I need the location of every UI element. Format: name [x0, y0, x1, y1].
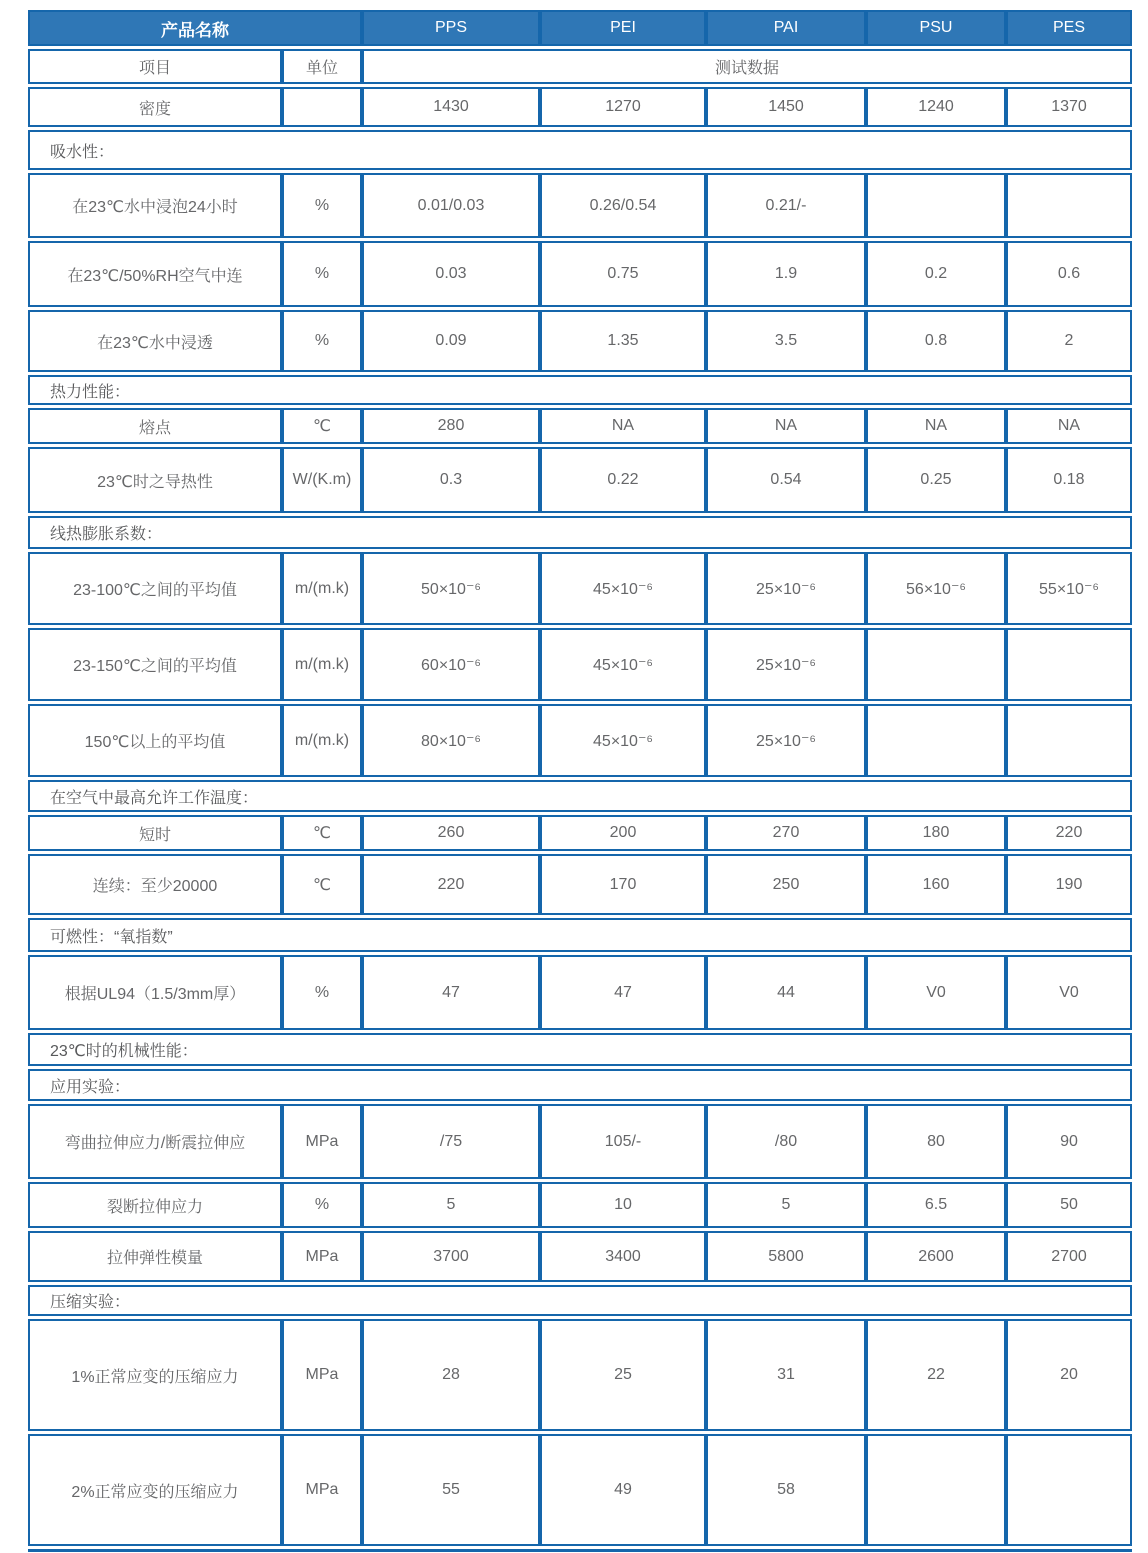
row-value: NA: [706, 408, 866, 444]
section-header: 压缩实验：: [28, 1285, 1132, 1316]
row-value: 56×10⁻⁶: [866, 552, 1006, 625]
row-value: 6.5: [866, 1182, 1006, 1228]
row-label: 在23℃水中浸泡24小时: [28, 173, 282, 238]
table-row: [28, 1319, 1132, 1431]
row-value: 260: [362, 815, 540, 851]
row-unit: [282, 87, 362, 127]
row-value: 160: [866, 854, 1006, 915]
table-row: [28, 310, 1132, 372]
row-value: 3.5: [706, 310, 866, 372]
row-value: 80: [866, 1104, 1006, 1179]
row-value: 55: [362, 1434, 540, 1546]
row-value: 3400: [540, 1231, 706, 1282]
row-value: 0.26/0.54: [540, 173, 706, 238]
row-value: 3700: [362, 1231, 540, 1282]
row-value: 2: [1006, 310, 1132, 372]
row-value: 0.54: [706, 447, 866, 513]
row-value: /75: [362, 1104, 540, 1179]
table-row: [28, 552, 1132, 625]
table-row: [28, 241, 1132, 307]
product-column-pps: PPS: [362, 10, 540, 46]
row-label: 根据UL94（1.5/3mm厚）: [28, 955, 282, 1030]
table-row: [28, 815, 1132, 851]
row-value: 105/-: [540, 1104, 706, 1179]
product-column-pei: PEI: [540, 10, 706, 46]
row-value: 60×10⁻⁶: [362, 628, 540, 701]
product-column-pes: PES: [1006, 10, 1132, 46]
row-unit: m/(m.k): [282, 704, 362, 777]
section-header: 应用实验：: [28, 1069, 1132, 1101]
row-value: 25×10⁻⁶: [706, 552, 866, 625]
table-row: [28, 1104, 1132, 1179]
row-value: 220: [362, 854, 540, 915]
section-row: [28, 918, 1132, 952]
row-value: [1006, 628, 1132, 701]
row-value: 47: [362, 955, 540, 1030]
row-value: 0.3: [362, 447, 540, 513]
row-value: [1006, 173, 1132, 238]
product-name-header: 产品名称: [28, 10, 362, 46]
row-label: 23℃时之导热性: [28, 447, 282, 513]
table-row: [28, 1182, 1132, 1228]
item-column-label: 项目: [28, 49, 282, 84]
row-value: 50: [1006, 1182, 1132, 1228]
row-value: 0.03: [362, 241, 540, 307]
row-value: 47: [540, 955, 706, 1030]
row-value: NA: [1006, 408, 1132, 444]
table-row: [28, 955, 1132, 1030]
row-value: 45×10⁻⁶: [540, 704, 706, 777]
row-value: 0.09: [362, 310, 540, 372]
section-row: [28, 1069, 1132, 1101]
table-row: [28, 447, 1132, 513]
row-unit: m/(m.k): [282, 552, 362, 625]
row-value: 2700: [1006, 1231, 1132, 1282]
row-value: [866, 704, 1006, 777]
row-label: 裂断拉伸应力: [28, 1182, 282, 1228]
row-value: 0.8: [866, 310, 1006, 372]
section-header: 线热膨胀系数：: [28, 516, 1132, 549]
section-header: 热力性能：: [28, 375, 1132, 405]
row-value: 31: [706, 1319, 866, 1431]
row-unit: %: [282, 173, 362, 238]
row-label: 在23℃/50%RH空气中连: [28, 241, 282, 307]
product-column-psu: PSU: [866, 10, 1006, 46]
row-value: [866, 173, 1006, 238]
section-row: [28, 516, 1132, 549]
section-row: [28, 130, 1132, 170]
row-value: 45×10⁻⁶: [540, 628, 706, 701]
section-row: [28, 1285, 1132, 1316]
row-value: 44: [706, 955, 866, 1030]
row-value: 25×10⁻⁶: [706, 628, 866, 701]
row-label: 弯曲拉伸应力/断震拉伸应: [28, 1104, 282, 1179]
row-value: 0.01/0.03: [362, 173, 540, 238]
row-value: /80: [706, 1104, 866, 1179]
row-unit: MPa: [282, 1104, 362, 1179]
row-value: 25: [540, 1319, 706, 1431]
row-value: 50×10⁻⁶: [362, 552, 540, 625]
row-value: 28: [362, 1319, 540, 1431]
row-value: V0: [866, 955, 1006, 1030]
row-value: 0.2: [866, 241, 1006, 307]
row-value: 1430: [362, 87, 540, 127]
row-value: V0: [1006, 955, 1132, 1030]
table-row: [28, 704, 1132, 777]
row-label: 150℃以上的平均值: [28, 704, 282, 777]
product-header-row: [28, 10, 1132, 46]
product-column-pai: PAI: [706, 10, 866, 46]
row-value: 55×10⁻⁶: [1006, 552, 1132, 625]
row-value: 1.35: [540, 310, 706, 372]
row-value: 1270: [540, 87, 706, 127]
row-value: 5: [706, 1182, 866, 1228]
table-row: [28, 173, 1132, 238]
unit-column-label: 单位: [282, 49, 362, 84]
row-value: 45×10⁻⁶: [540, 552, 706, 625]
row-unit: ℃: [282, 815, 362, 851]
section-row: [28, 375, 1132, 405]
row-value: [1006, 704, 1132, 777]
row-value: 250: [706, 854, 866, 915]
row-value: 0.22: [540, 447, 706, 513]
row-unit: m/(m.k): [282, 628, 362, 701]
row-unit: ℃: [282, 408, 362, 444]
row-unit: MPa: [282, 1231, 362, 1282]
row-unit: %: [282, 241, 362, 307]
row-value: 280: [362, 408, 540, 444]
row-value: 10: [540, 1182, 706, 1228]
row-unit: %: [282, 310, 362, 372]
row-value: 1.9: [706, 241, 866, 307]
row-value: 0.75: [540, 241, 706, 307]
row-label: 密度: [28, 87, 282, 127]
row-label: 23-150℃之间的平均值: [28, 628, 282, 701]
table-row: [28, 87, 1132, 127]
section-header: 23℃时的机械性能：: [28, 1033, 1132, 1066]
section-row: [28, 1033, 1132, 1066]
row-value: 200: [540, 815, 706, 851]
row-value: 1450: [706, 87, 866, 127]
row-label: 连续：至少20000: [28, 854, 282, 915]
row-value: 1370: [1006, 87, 1132, 127]
row-value: 22: [866, 1319, 1006, 1431]
row-label: 在23℃水中浸透: [28, 310, 282, 372]
row-value: [1006, 1434, 1132, 1546]
table-row: [28, 854, 1132, 915]
row-value: 25×10⁻⁶: [706, 704, 866, 777]
row-label: 2%正常应变的压缩应力: [28, 1434, 282, 1546]
section-header: 可燃性：“氧指数”: [28, 918, 1132, 952]
row-value: NA: [540, 408, 706, 444]
row-value: NA: [866, 408, 1006, 444]
row-value: 0.21/-: [706, 173, 866, 238]
row-label: 拉伸弹性模量: [28, 1231, 282, 1282]
row-value: 220: [1006, 815, 1132, 851]
row-value: 5: [362, 1182, 540, 1228]
row-unit: %: [282, 1182, 362, 1228]
row-value: 49: [540, 1434, 706, 1546]
subheader-row: [28, 49, 1132, 84]
section-header: 在空气中最高允许工作温度：: [28, 780, 1132, 812]
row-label: 熔点: [28, 408, 282, 444]
row-value: 5800: [706, 1231, 866, 1282]
row-label: 短时: [28, 815, 282, 851]
row-value: 20: [1006, 1319, 1132, 1431]
row-value: [866, 628, 1006, 701]
row-value: 0.18: [1006, 447, 1132, 513]
table-row: [28, 408, 1132, 444]
row-unit: W/(K.m): [282, 447, 362, 513]
test-data-label: 测试数据: [362, 49, 1132, 84]
row-value: 90: [1006, 1104, 1132, 1179]
product-spec-table: [28, 7, 1132, 1552]
row-value: 80×10⁻⁶: [362, 704, 540, 777]
row-value: 0.6: [1006, 241, 1132, 307]
table-row: [28, 1434, 1132, 1546]
row-value: [866, 1434, 1006, 1546]
table-row: [28, 628, 1132, 701]
row-value: 2600: [866, 1231, 1006, 1282]
table-row: [28, 1231, 1132, 1282]
row-value: 170: [540, 854, 706, 915]
row-value: 270: [706, 815, 866, 851]
row-label: 1%正常应变的压缩应力: [28, 1319, 282, 1431]
row-unit: %: [282, 955, 362, 1030]
section-row: [28, 780, 1132, 812]
row-value: 0.25: [866, 447, 1006, 513]
section-header: 吸水性：: [28, 130, 1132, 170]
row-value: 1240: [866, 87, 1006, 127]
row-unit: ℃: [282, 854, 362, 915]
row-unit: MPa: [282, 1319, 362, 1431]
row-value: 58: [706, 1434, 866, 1546]
row-label: 23-100℃之间的平均值: [28, 552, 282, 625]
row-value: 180: [866, 815, 1006, 851]
row-unit: MPa: [282, 1434, 362, 1546]
row-value: 190: [1006, 854, 1132, 915]
